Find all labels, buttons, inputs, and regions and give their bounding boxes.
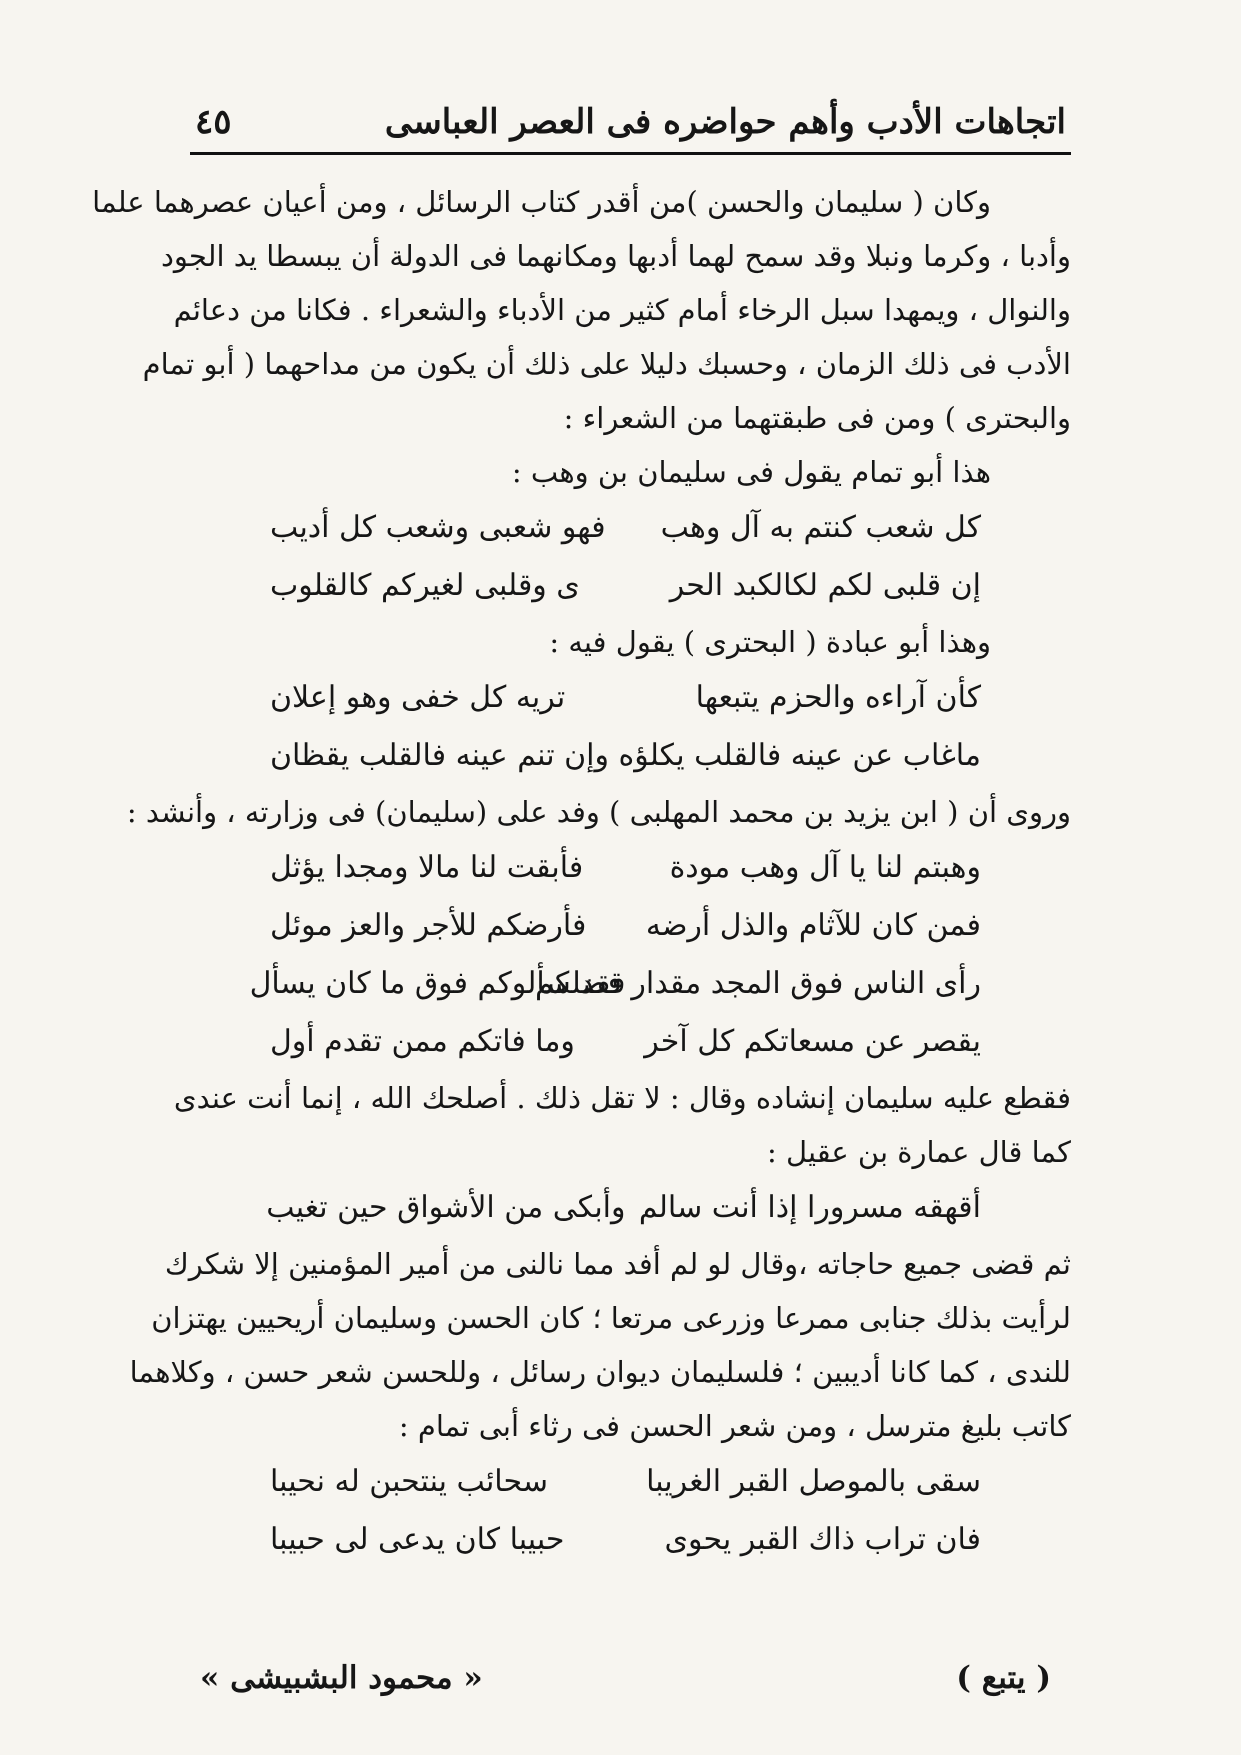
poem-verse bbox=[180, 1179, 1071, 1237]
text-line: وأدبا ، وكرما ونبلا وقد سمح لهما أدبها ومكانهما فى الدولة أن يبسطا يد الجود bbox=[161, 239, 1071, 273]
text-line: كاتب بليغ مترسل ، ومن شعر الحسن فى رثاء أبى تمام : bbox=[398, 1409, 1071, 1443]
article-body bbox=[92, 175, 1071, 1569]
verse-first-hemistich: يقصر عن مسعاتكم كل آخر bbox=[644, 1024, 981, 1059]
verse-second-hemistich: سحائب ينتحبن له نحيبا bbox=[270, 1464, 548, 1499]
verse-first-hemistich: كأن آراءه والحزم يتبعها bbox=[695, 680, 981, 715]
verse-second-hemistich: تريه كل خفى وهو إعلان bbox=[270, 680, 566, 715]
text-line: الأدب فى ذلك الزمان ، وحسبك دليلا على ذلك أن يكون من مداحهما ( أبو تمام bbox=[142, 347, 1071, 381]
text-line: والنوال ، ويمهدا سبل الرخاء أمام كثير من الأدباء والشعراء . فكانا من دعائم bbox=[173, 293, 1071, 327]
text-line: فقطع عليه سليمان إنشاده وقال : لا تقل ذلك . أصلحك الله ، إنما أنت عندى bbox=[173, 1081, 1071, 1115]
poem-verse bbox=[180, 839, 1071, 897]
text-line: للندى ، كما كانا أديبين ؛ فلسليمان ديوان رسائل ، وللحسن شعر حسن ، وكلاهما bbox=[129, 1355, 1071, 1389]
verse-second-hemistich: فقد سألوكم فوق ما كان يسأل bbox=[249, 966, 626, 1001]
verse-first-hemistich: فان تراب ذاك القبر يحوى bbox=[664, 1522, 981, 1557]
poem-verse bbox=[180, 499, 1071, 557]
page-header bbox=[195, 92, 1066, 152]
verse-second-hemistich: ى وقلبى لغيركم كالقلوب bbox=[270, 568, 580, 603]
verse-second-hemistich: فأرضكم للأجر والعز موئل bbox=[270, 908, 587, 943]
running-title: اتجاهات الأدب وأهم حواضره فى العصر العباسى bbox=[384, 102, 1066, 142]
verse-second-hemistich: فهو شعبى وشعب كل أديب bbox=[270, 510, 606, 545]
page-footer bbox=[200, 1650, 1051, 1706]
text-line: لرأيت بذلك جنابى ممرعا وزرعى مرتعا ؛ كان الحسن وسليمان أريحيين يهتزان bbox=[151, 1301, 1071, 1335]
text-line: والبحترى ) ومن فى طبقتهما من الشعراء : bbox=[563, 401, 1071, 435]
page-number: ٤٥ bbox=[195, 102, 232, 142]
poem-verse bbox=[180, 1453, 1071, 1511]
verse-second-hemistich: فأبقت لنا مالا ومجدا يؤثل bbox=[270, 850, 584, 885]
text-line: وروى أن ( ابن يزيد بن محمد المهلبى ) وفد على (سليمان) فى وزارته ، وأنشد : bbox=[126, 795, 1071, 829]
text-line: ثم قضى جميع حاجاته ،وقال لو لم أفد مما نالنى من أمير المؤمنين إلا شكرك bbox=[164, 1247, 1071, 1281]
poem-verse bbox=[180, 955, 1071, 1013]
verse-first-hemistich: أقهقه مسرورا إذا أنت سالم bbox=[638, 1190, 981, 1225]
verse-second-hemistich: حبيبا كان يدعى لى حبيبا bbox=[270, 1522, 565, 1557]
text-line: وكان ( سليمان والحسن )من أقدر كتاب الرسائل ، ومن أعيان عصرهما علما bbox=[92, 185, 991, 219]
poem-verse bbox=[180, 727, 1071, 785]
author-signature: « محمود البشبيشى » bbox=[200, 1660, 483, 1696]
verse-first-hemistich: إن قلبى لكم لكالكبد الحر bbox=[669, 568, 981, 603]
verse-first-hemistich: رأى الناس فوق المجد مقدار فضلكم bbox=[535, 966, 981, 1001]
poem-verse bbox=[180, 1013, 1071, 1071]
text-line: كما قال عمارة بن عقيل : bbox=[767, 1135, 1071, 1169]
verse-first-hemistich: سقى بالموصل القبر الغريبا bbox=[646, 1464, 981, 1499]
text-line: هذا أبو تمام يقول فى سليمان بن وهب : bbox=[511, 455, 991, 489]
verse-second-hemistich: وما فاتكم ممن تقدم أول bbox=[270, 1024, 575, 1059]
verse-first-hemistich: فمن كان للآثام والذل أرضه bbox=[645, 908, 981, 943]
poem-verse bbox=[180, 669, 1071, 727]
verse-first-hemistich: وهبتم لنا يا آل وهب مودة bbox=[669, 850, 981, 885]
text-line: وهذا أبو عبادة ( البحترى ) يقول فيه : bbox=[549, 625, 991, 659]
verse-second-hemistich: وإن تنم عينه فالقلب يقظان bbox=[270, 738, 609, 773]
poem-verse bbox=[180, 897, 1071, 955]
header-rule bbox=[190, 152, 1071, 155]
verse-second-hemistich: وأبكى من الأشواق حين تغيب bbox=[266, 1190, 626, 1225]
poem-verse bbox=[180, 1511, 1071, 1569]
verse-first-hemistich: كل شعب كنتم به آل وهب bbox=[660, 510, 981, 545]
continued-note: ( يتبع ) bbox=[956, 1660, 1051, 1696]
verse-first-hemistich: ماغاب عن عينه فالقلب يكلؤه bbox=[618, 738, 981, 773]
poem-verse bbox=[180, 557, 1071, 615]
